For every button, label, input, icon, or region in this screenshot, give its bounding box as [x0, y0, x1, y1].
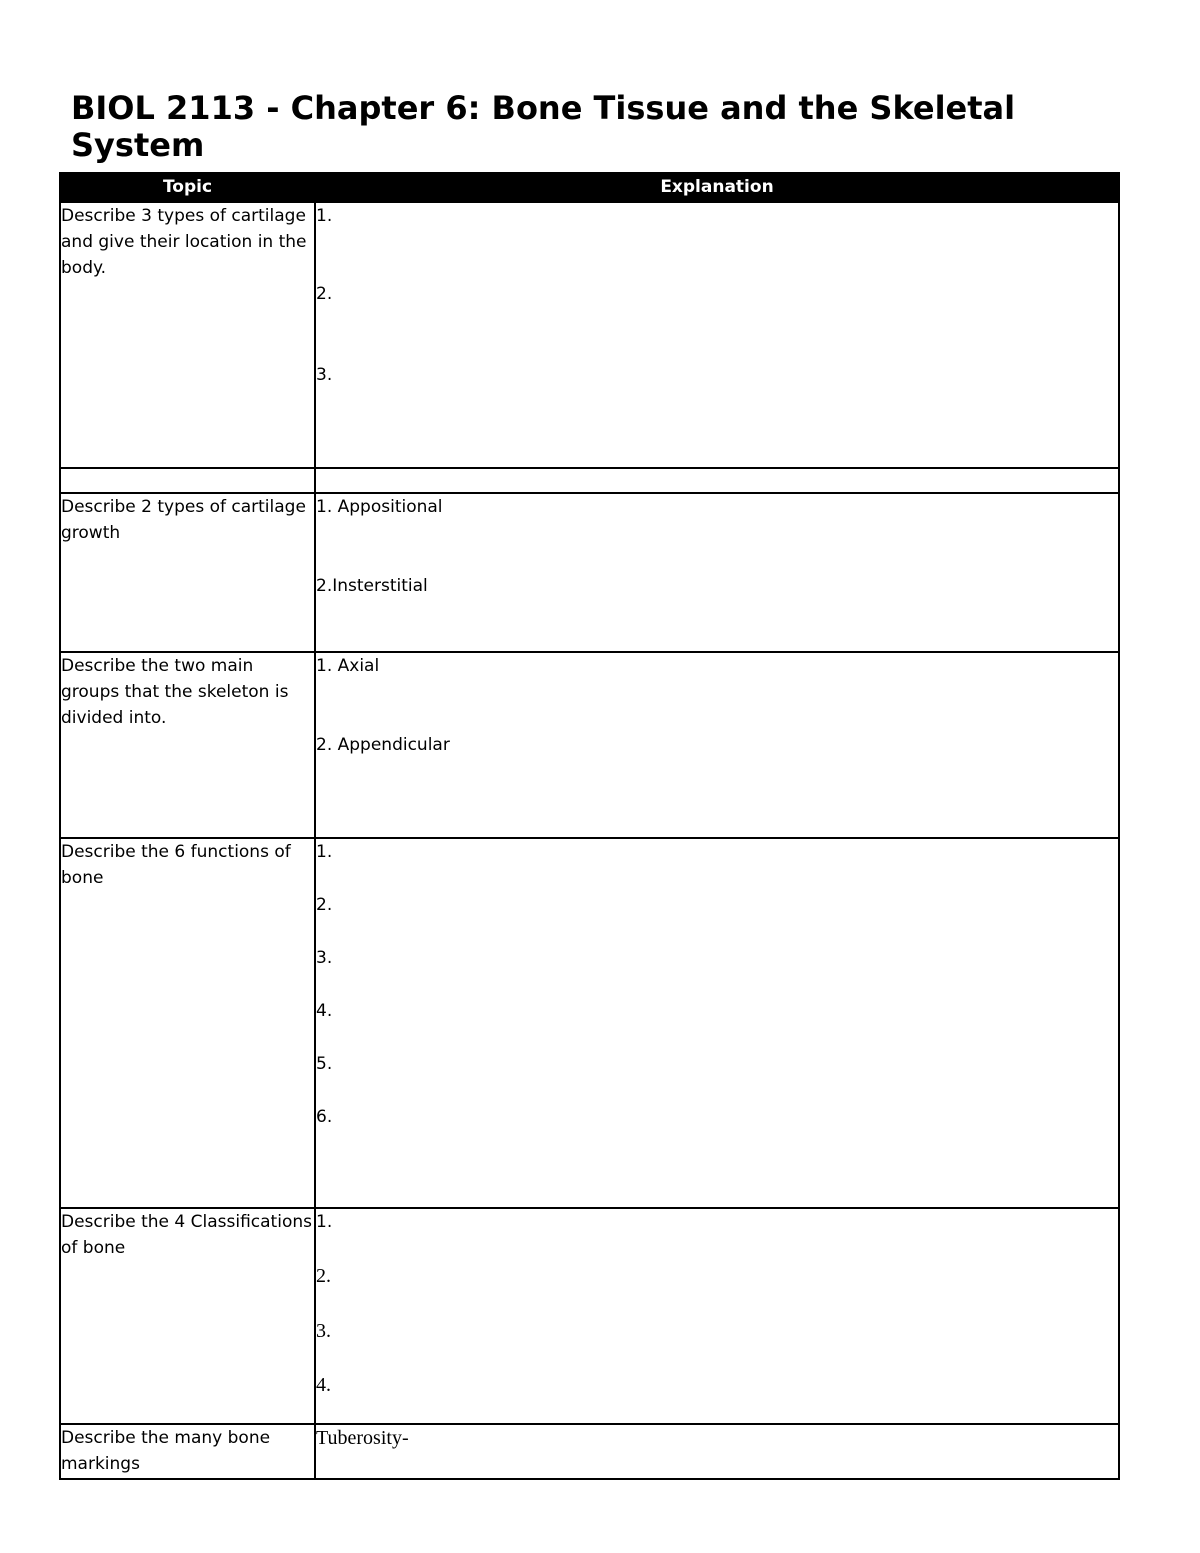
list-item: Tuberosity-: [316, 1427, 409, 1449]
explanation-cell[interactable]: [315, 652, 1119, 838]
list-item: 1. Axial: [316, 656, 380, 676]
list-item: 4.: [316, 1001, 333, 1021]
table-header-row: [60, 173, 1119, 202]
topic-cell: Describe 2 types of cartilage growth: [60, 493, 315, 652]
column-header-topic: Topic: [60, 173, 315, 202]
table-row: [60, 838, 1119, 1208]
table-row: [60, 493, 1119, 652]
list-item: 3.: [316, 948, 333, 968]
table-row: [60, 652, 1119, 838]
list-item: 2.: [316, 895, 333, 915]
page-title: BIOL 2113 - Chapter 6: Bone Tissue and the Skeletal System: [71, 89, 1016, 164]
list-item: 3.: [316, 1320, 331, 1342]
list-item: 3.: [316, 365, 333, 385]
topic-cell: Describe 3 types of cartilage and give their location in the body.: [60, 202, 315, 468]
table-row: [60, 468, 1119, 493]
list-item: 1.: [316, 842, 333, 862]
explanation-cell[interactable]: [315, 1208, 1119, 1424]
list-item: 1. Appositional: [316, 497, 443, 517]
explanation-cell[interactable]: [315, 493, 1119, 652]
list-item: 1.: [316, 1212, 333, 1232]
topic-cell: Describe the two main groups that the skeleton is divided into.: [60, 652, 315, 838]
table-row: [60, 1208, 1119, 1424]
list-item: 2.: [316, 284, 333, 304]
list-item: 2. Appendicular: [316, 735, 450, 755]
column-header-explanation: Explanation: [315, 173, 1119, 202]
list-item: 1.: [316, 206, 333, 226]
list-item: 6.: [316, 1107, 333, 1127]
list-item: 4.: [316, 1374, 331, 1396]
topic-cell: Describe the 4 Classifications of bone: [60, 1208, 315, 1424]
table-row: [60, 1424, 1119, 1479]
topic-cell: [60, 468, 315, 493]
table-row: [60, 202, 1119, 468]
list-item: 5.: [316, 1054, 333, 1074]
list-item: 2.: [316, 1265, 331, 1287]
topic-cell: Describe the many bone markings: [60, 1424, 315, 1479]
topic-cell: Describe the 6 functions of bone: [60, 838, 315, 1208]
explanation-cell[interactable]: [315, 468, 1119, 493]
list-item: 2.Insterstitial: [316, 576, 428, 596]
worksheet-table: [59, 172, 1120, 1480]
explanation-cell[interactable]: [315, 202, 1119, 468]
explanation-cell[interactable]: [315, 838, 1119, 1208]
explanation-cell[interactable]: [315, 1424, 1119, 1479]
